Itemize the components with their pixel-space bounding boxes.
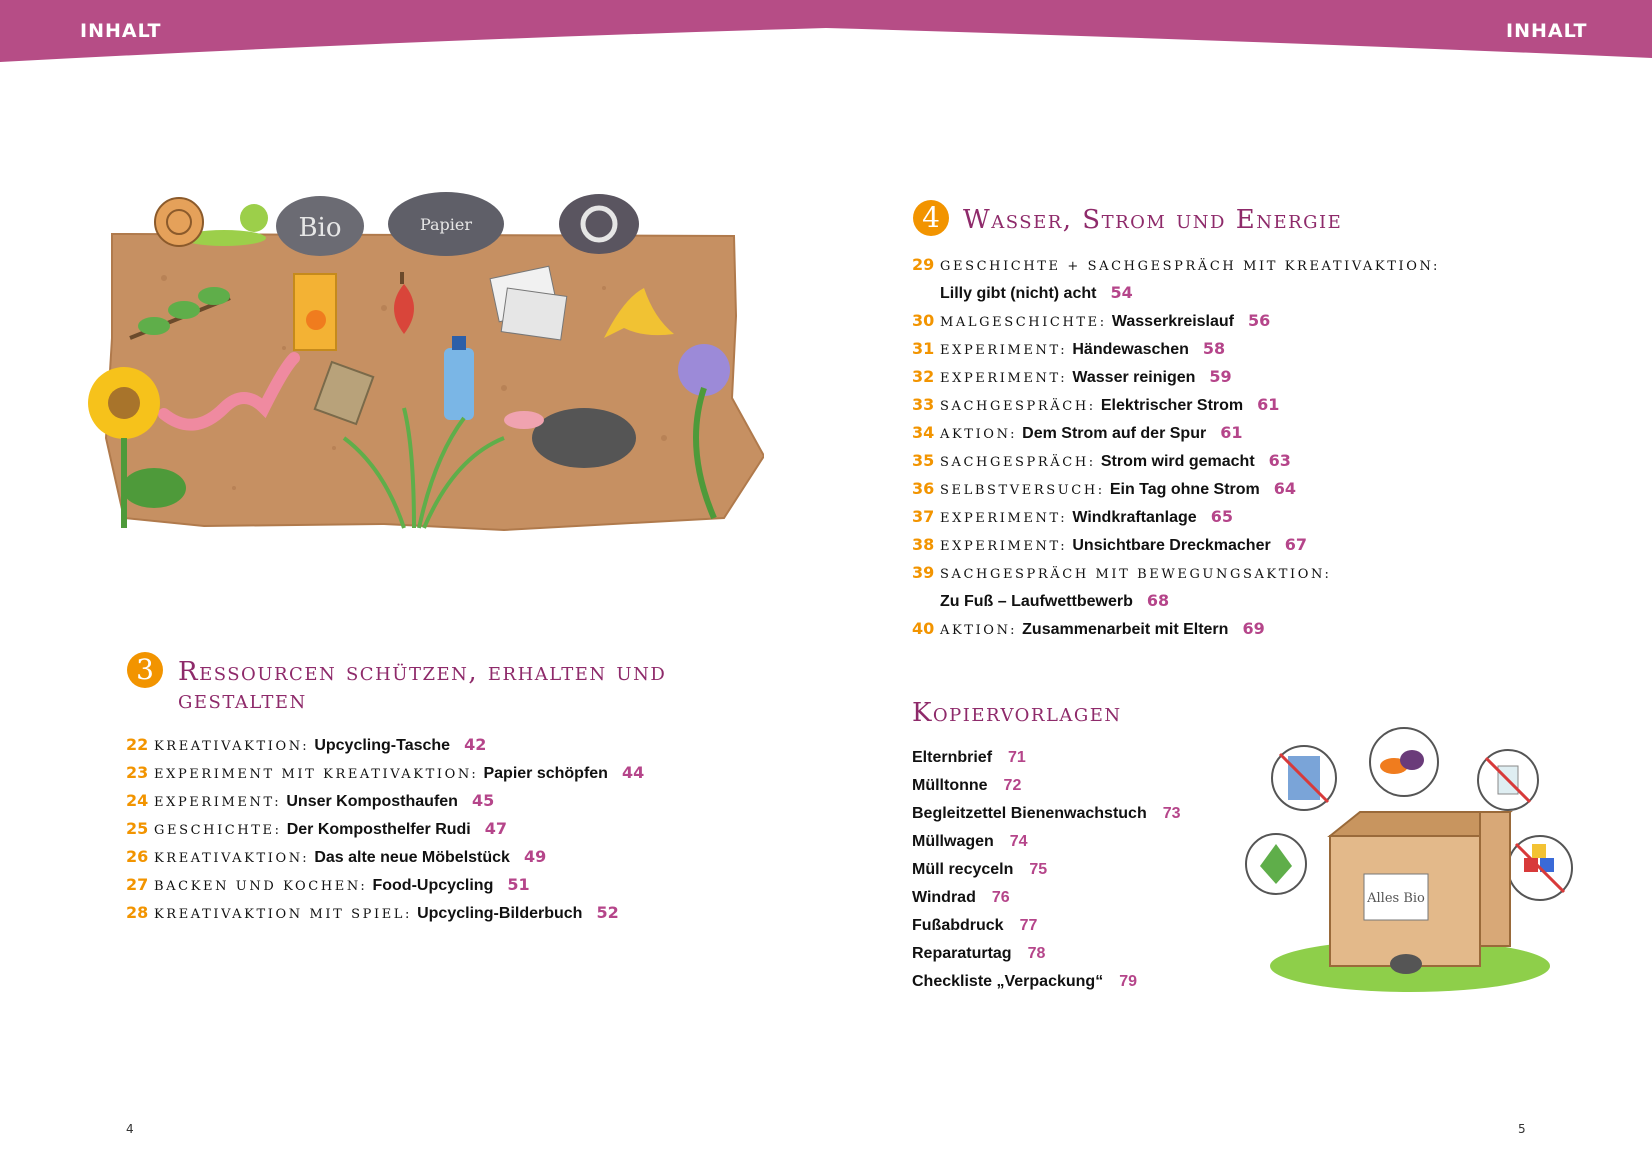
header-band bbox=[0, 0, 1652, 64]
kopiervorlage-item[interactable]: Müllwagen 74 bbox=[912, 833, 1028, 850]
toc-entry[interactable]: 22 KREATIVAKTION: Upcycling-Tasche 42 bbox=[126, 735, 487, 754]
toc-entry[interactable]: 27 BACKEN UND KOCHEN: Food-Upcycling 51 bbox=[126, 875, 530, 894]
toc-entry[interactable]: 32 EXPERIMENT: Wasser reinigen 59 bbox=[912, 367, 1232, 386]
toc-entry[interactable]: 36 SELBSTVERSUCH: Ein Tag ohne Strom 64 bbox=[912, 479, 1297, 498]
no-toy-blocks-icon bbox=[1508, 836, 1572, 900]
toc-entry-continuation[interactable]: Lilly gibt (nicht) acht 54 bbox=[940, 283, 1133, 302]
toc-entry[interactable]: 37 EXPERIMENT: Windkraftanlage 65 bbox=[912, 507, 1233, 526]
toc-entry[interactable]: 34 AKTION: Dem Strom auf der Spur 61 bbox=[912, 423, 1243, 442]
toc-entry[interactable]: 40 AKTION: Zusammenarbeit mit Eltern 69 bbox=[912, 619, 1265, 638]
kopiervorlage-item[interactable]: Mülltonne 72 bbox=[912, 777, 1022, 794]
chapter-4-number: 4 bbox=[913, 200, 949, 236]
chapter-3-number: 3 bbox=[127, 652, 163, 688]
chapter-4-title: Wasser, Strom und Energie bbox=[963, 205, 1343, 235]
no-jeans-icon bbox=[1272, 746, 1336, 810]
kopiervorlage-item[interactable]: Fußabdruck 77 bbox=[912, 917, 1038, 934]
kopiervorlagen-title: Kopiervorlagen bbox=[912, 698, 1122, 728]
toc-entry[interactable]: 31 EXPERIMENT: Händewaschen 58 bbox=[912, 339, 1226, 358]
chapter-3-title: Ressourcen schützen, erhalten und gestalten bbox=[178, 657, 667, 715]
svg-text:Papier: Papier bbox=[419, 215, 473, 234]
toc-entry[interactable]: 26 KREATIVAKTION: Das alte neue Möbelstück 49 bbox=[126, 847, 547, 866]
compost-illustration bbox=[1240, 726, 1600, 1006]
header-left-label: INHALT bbox=[80, 20, 162, 42]
bio-stone-icon bbox=[276, 196, 364, 256]
toc-entry[interactable]: 28 KREATIVAKTION MIT SPIEL: Upcycling-Bilderbuch 52 bbox=[126, 903, 619, 922]
soil-illustration bbox=[84, 188, 764, 568]
kopiervorlage-item[interactable]: Begleitzettel Bienenwachstuch 73 bbox=[912, 805, 1181, 822]
kopiervorlage-item[interactable]: Elternbrief 71 bbox=[912, 749, 1026, 766]
juice-carton-icon bbox=[294, 274, 336, 350]
toc-entry[interactable]: 29 GESCHICHTE + SACHGESPRÄCH MIT KREATIVAKTION: bbox=[912, 255, 1440, 274]
toc-entry[interactable]: 38 EXPERIMENT: Unsichtbare Dreckmacher 67 bbox=[912, 535, 1307, 554]
recycle-stone-icon bbox=[559, 194, 639, 254]
mole-icon bbox=[1390, 954, 1422, 974]
toc-entry-continuation[interactable]: Zu Fuß – Laufwettbewerb 68 bbox=[940, 591, 1170, 610]
header-right-label: INHALT bbox=[1506, 20, 1588, 42]
toc-entry[interactable]: 23 EXPERIMENT MIT KREATIVAKTION: Papier schöpfen 44 bbox=[126, 763, 645, 782]
toc-entry[interactable]: 30 MALGESCHICHTE: Wasserkreislauf 56 bbox=[912, 311, 1271, 330]
papier-stone-icon bbox=[388, 192, 504, 256]
kopiervorlage-item[interactable]: Checkliste „Verpackung“ 79 bbox=[912, 973, 1137, 990]
kopiervorlage-item[interactable]: Windrad 76 bbox=[912, 889, 1010, 906]
page-number-left: 4 bbox=[126, 1122, 134, 1136]
plastic-bottle-icon bbox=[444, 336, 474, 420]
toc-entry[interactable]: 39 SACHGESPRÄCH MIT BEWEGUNGSAKTION: bbox=[912, 563, 1332, 582]
vegetables-icon bbox=[1370, 728, 1438, 796]
kopiervorlage-item[interactable]: Reparaturtag 78 bbox=[912, 945, 1046, 962]
toc-entry[interactable]: 33 SACHGESPRÄCH: Elektrischer Strom 61 bbox=[912, 395, 1280, 414]
svg-text:Alles Bio: Alles Bio bbox=[1367, 891, 1425, 906]
leaf-icon bbox=[1246, 834, 1306, 894]
snail-icon bbox=[155, 198, 268, 246]
svg-text:Bio: Bio bbox=[298, 213, 342, 243]
toc-entry[interactable]: 25 GESCHICHTE: Der Komposthelfer Rudi 47 bbox=[126, 819, 507, 838]
kopiervorlage-item[interactable]: Müll recyceln 75 bbox=[912, 861, 1048, 878]
toc-entry[interactable]: 35 SACHGESPRÄCH: Strom wird gemacht 63 bbox=[912, 451, 1291, 470]
page-number-right: 5 bbox=[1518, 1122, 1526, 1136]
toc-entry[interactable]: 24 EXPERIMENT: Unser Komposthaufen 45 bbox=[126, 791, 495, 810]
no-glass-icon bbox=[1478, 750, 1538, 810]
